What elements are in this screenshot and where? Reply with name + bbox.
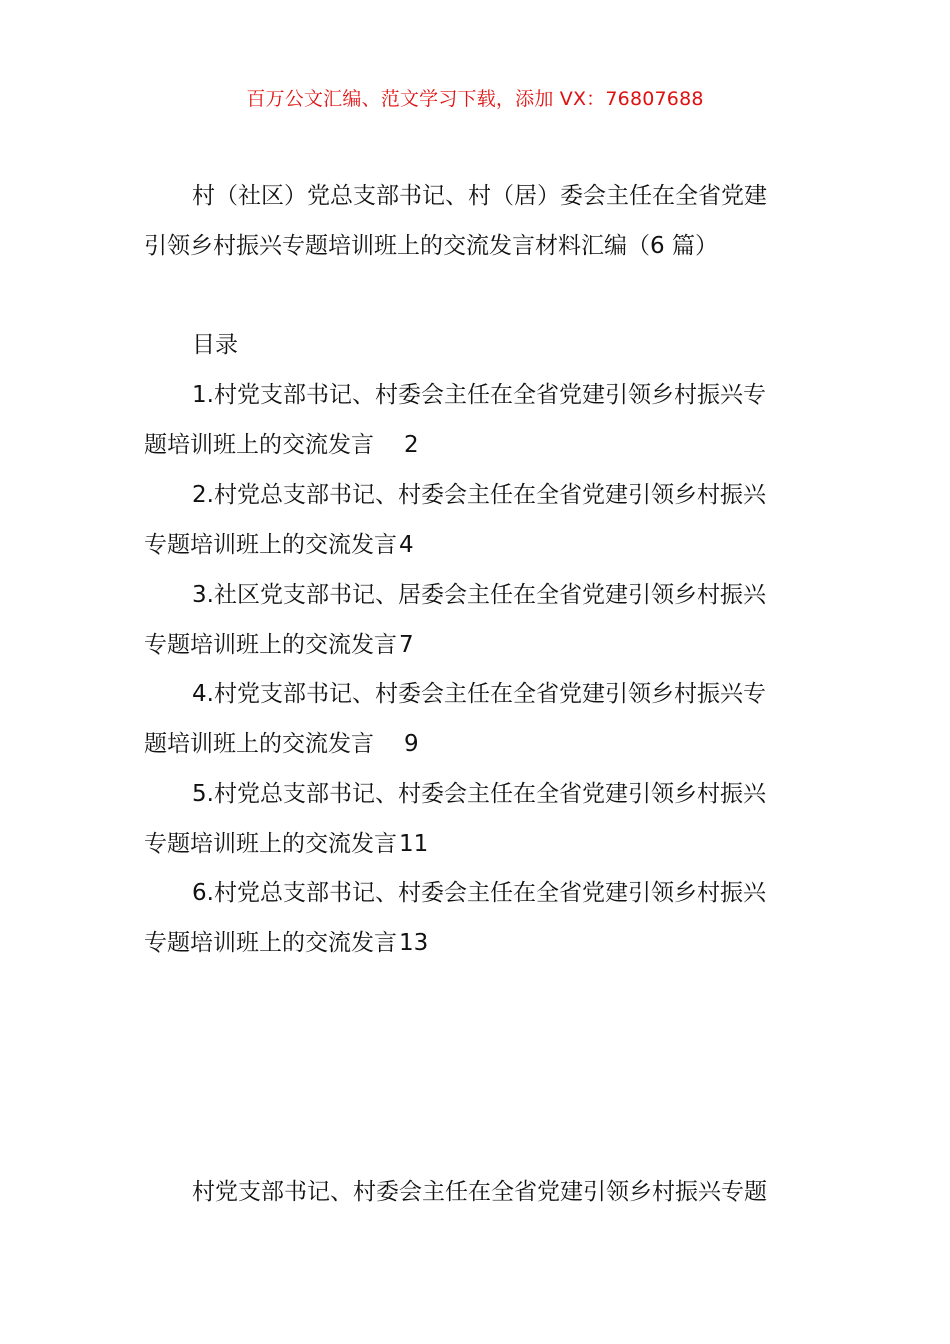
toc-entry-title: 题培训班上的交流发言 xyxy=(144,731,374,757)
toc-entry-1-line-1: 1.村党支部书记、村委会主任在全省党建引领乡村振兴专 xyxy=(192,382,766,408)
toc-entry-1-line-2 xyxy=(144,420,419,470)
section-heading: 村党支部书记、村委会主任在全省党建引领乡村振兴专题 xyxy=(192,1179,767,1205)
toc-page-number: 7 xyxy=(399,632,414,658)
toc-entry-4-line-2 xyxy=(144,719,419,769)
toc-entry-title: 专题培训班上的交流发言 xyxy=(144,532,397,558)
toc-entry-2-line-1: 2.村党总支部书记、村委会主任在全省党建引领乡村振兴 xyxy=(192,482,766,508)
toc-heading: 目录 xyxy=(192,332,238,358)
toc-page-number: 4 xyxy=(399,532,414,558)
toc-page-number: 2 xyxy=(404,432,419,458)
toc-entry-6-line-1: 6.村党总支部书记、村委会主任在全省党建引领乡村振兴 xyxy=(192,880,766,906)
toc-entry-5-line-1: 5.村党总支部书记、村委会主任在全省党建引领乡村振兴 xyxy=(192,781,766,807)
toc-page-number: 9 xyxy=(404,731,419,757)
toc-entry-title: 专题培训班上的交流发言 xyxy=(144,632,397,658)
toc-entry-6-line-2 xyxy=(144,918,428,968)
toc-page-number: 13 xyxy=(399,930,429,956)
toc-page-number: 11 xyxy=(399,831,429,857)
toc-entry-3-line-1: 3.社区党支部书记、居委会主任在全省党建引领乡村振兴 xyxy=(192,582,766,608)
toc-entry-title: 题培训班上的交流发言 xyxy=(144,432,374,458)
toc-entry-2-line-2 xyxy=(144,520,414,570)
doc-title-line-1: 村（社区）党总支部书记、村（居）委会主任在全省党建 xyxy=(192,183,767,209)
toc-entry-title: 专题培训班上的交流发言 xyxy=(144,930,397,956)
toc-entry-3-line-2 xyxy=(144,620,414,670)
toc-entry-5-line-2 xyxy=(144,819,428,869)
watermark-banner: 百万公文汇编、范文学习下载，添加 VX：76807688 xyxy=(246,88,704,110)
toc-entry-4-line-1: 4.村党支部书记、村委会主任在全省党建引领乡村振兴专 xyxy=(192,681,766,707)
toc-entry-title: 专题培训班上的交流发言 xyxy=(144,831,397,857)
doc-title-line-2: 引领乡村振兴专题培训班上的交流发言材料汇编（6 篇） xyxy=(144,233,718,259)
